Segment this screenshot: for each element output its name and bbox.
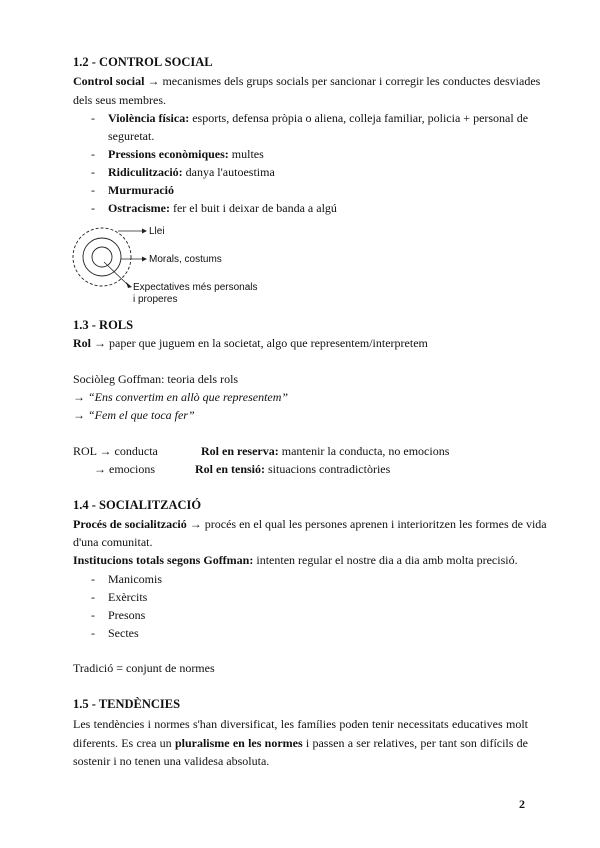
list-item: Sectes xyxy=(108,626,139,640)
arrow-icon: → xyxy=(73,408,85,422)
control-social-definition: Control social → mecanismes dels grups socials per sancionar i corregir les conductes desviades xyxy=(73,74,541,88)
list-item: Ridiculització: danya l'autoestima xyxy=(108,165,275,179)
goffman-quote: → “Fem el que toca fer” xyxy=(73,408,195,422)
arrow-icon xyxy=(142,229,147,234)
rol-definition: Rol → paper que juguem en la societat, algo que representem/interpretem xyxy=(73,336,428,350)
rol-emocions: → emocions xyxy=(94,462,155,476)
middle-circle xyxy=(83,238,121,276)
section-title-tendencies: 1.5 - TENDÈNCIES xyxy=(73,697,181,711)
label-morals: Morals, costums xyxy=(149,254,222,265)
definition-continuation: d'una comunitat. xyxy=(73,535,153,549)
pointer-line xyxy=(104,262,128,285)
inner-circle xyxy=(92,247,112,267)
arrow-icon: → xyxy=(189,517,202,531)
arrow-icon xyxy=(126,282,132,288)
arrow-icon: → xyxy=(94,336,106,350)
goffman-theory: Sociòleg Goffman: teoria dels rols xyxy=(73,372,239,386)
list-item: Pressions econòmiques: multes xyxy=(108,147,264,161)
definition-continuation: dels seus membres. xyxy=(73,93,166,107)
list-item: Murmuració xyxy=(108,183,174,197)
rol-en-tensio: Rol en tensió: situacions contradictòries xyxy=(195,462,391,476)
section-title-rols: 1.3 - ROLS xyxy=(73,318,134,332)
socialitzacio-definition: Procés de socialització → procés en el qual les persones aprenen i interioritzen les formes de vida xyxy=(73,517,547,531)
label-llei: Llei xyxy=(149,226,165,237)
label-properes: i properes xyxy=(133,294,178,305)
concentric-circles-diagram xyxy=(70,220,280,308)
list-item: Violència física: esports, defensa pròpia o aliena, colleja familiar, policia + personal de xyxy=(108,111,529,125)
section-title-control-social: 1.2 - CONTROL SOCIAL xyxy=(73,55,213,69)
rol-conducta: ROL → conducta xyxy=(73,444,158,458)
list-item: Ostracisme: fer el buit i deixar de banda a algú xyxy=(108,201,337,215)
tendencies-paragraph: Les tendències i normes s'han diversificat, les famílies poden tenir necessitats educatives molt diferents. Es crea un pluralisme en les normes i passen a ser relatives, per tant son difícils de sostenir i no tenen una validesa absoluta. xyxy=(73,717,529,768)
list-item: Presons xyxy=(108,608,146,622)
rol-en-reserva: Rol en reserva: mantenir la conducta, no emocions xyxy=(201,444,450,458)
section-title-socialitzacio: 1.4 - SOCIALITZACIÓ xyxy=(73,498,202,512)
arrow-icon xyxy=(142,257,147,262)
institucions-totals: Institucions totals segons Goffman: intenten regular el nostre dia a dia amb molta precisió. xyxy=(73,553,518,567)
page-number: 2 xyxy=(519,797,525,811)
definition-term: Control social xyxy=(73,74,145,88)
list-item: Exèrcits xyxy=(108,590,148,604)
tradicio-line: Tradició = conjunt de normes xyxy=(73,661,215,675)
label-expectatives: Expectatives més personals xyxy=(133,282,258,293)
list-item-continuation: seguretat. xyxy=(108,129,155,143)
arrow-icon: → xyxy=(73,390,85,404)
outer-circle xyxy=(73,228,131,286)
goffman-quote: → “Ens convertim en allò que representem” xyxy=(73,390,289,404)
list-item: Manicomis xyxy=(108,572,162,586)
arrow-icon: → xyxy=(147,74,160,88)
